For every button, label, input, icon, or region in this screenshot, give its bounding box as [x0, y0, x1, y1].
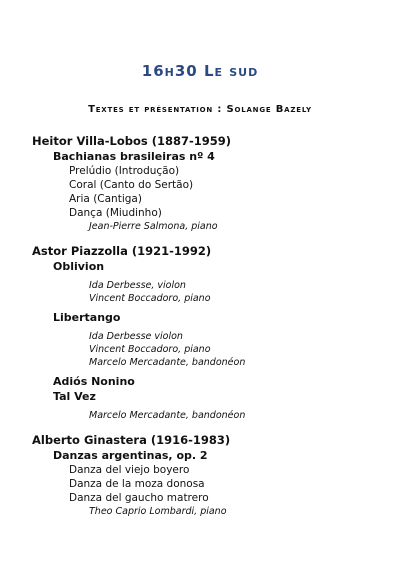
work-title: Adiós Nonino [53, 375, 135, 388]
movement: Danza del viejo boyero [69, 464, 190, 476]
movement: Danza del gaucho matrero [69, 492, 209, 504]
page-title: 16h30 Le sud [141, 62, 259, 80]
program-section [32, 134, 392, 233]
program [32, 134, 392, 518]
composer-name: Astor Piazzolla (1921-1992) [32, 244, 212, 258]
work-title: Tal Vez [53, 390, 96, 403]
performer: Jean-Pierre Salmona, piano [89, 221, 218, 232]
movement: Dança (Miudinho) [69, 207, 162, 219]
work-title: Libertango [53, 311, 121, 324]
movement: Aria (Cantiga) [69, 193, 142, 205]
program-section [32, 244, 392, 422]
performer: Marcelo Mercadante, bandonéon [89, 410, 246, 421]
performer: Ida Derbesse violon [89, 331, 183, 342]
composer-name: Alberto Ginastera (1916-1983) [32, 433, 231, 447]
work-title: Bachianas brasileiras nº 4 [53, 150, 215, 163]
composer-name: Heitor Villa-Lobos (1887-1959) [32, 134, 232, 148]
movement: Prelúdio (Introdução) [69, 165, 180, 177]
performer: Vincent Boccadoro, piano [89, 344, 211, 355]
program-section [32, 433, 392, 518]
movement: Coral (Canto do Sertão) [69, 179, 194, 191]
movement: Danza de la moza donosa [69, 478, 205, 490]
performer: Theo Caprio Lombardi, piano [89, 506, 227, 517]
performer: Vincent Boccadoro, piano [89, 293, 211, 304]
work-title: Oblivion [53, 260, 105, 273]
performer: Ida Derbesse, violon [89, 280, 186, 291]
performer: Marcelo Mercadante, bandonéon [89, 357, 246, 368]
work-title: Danzas argentinas, op. 2 [53, 449, 208, 462]
page-subtitle: Textes et présentation : Solange Bazely [88, 104, 312, 115]
